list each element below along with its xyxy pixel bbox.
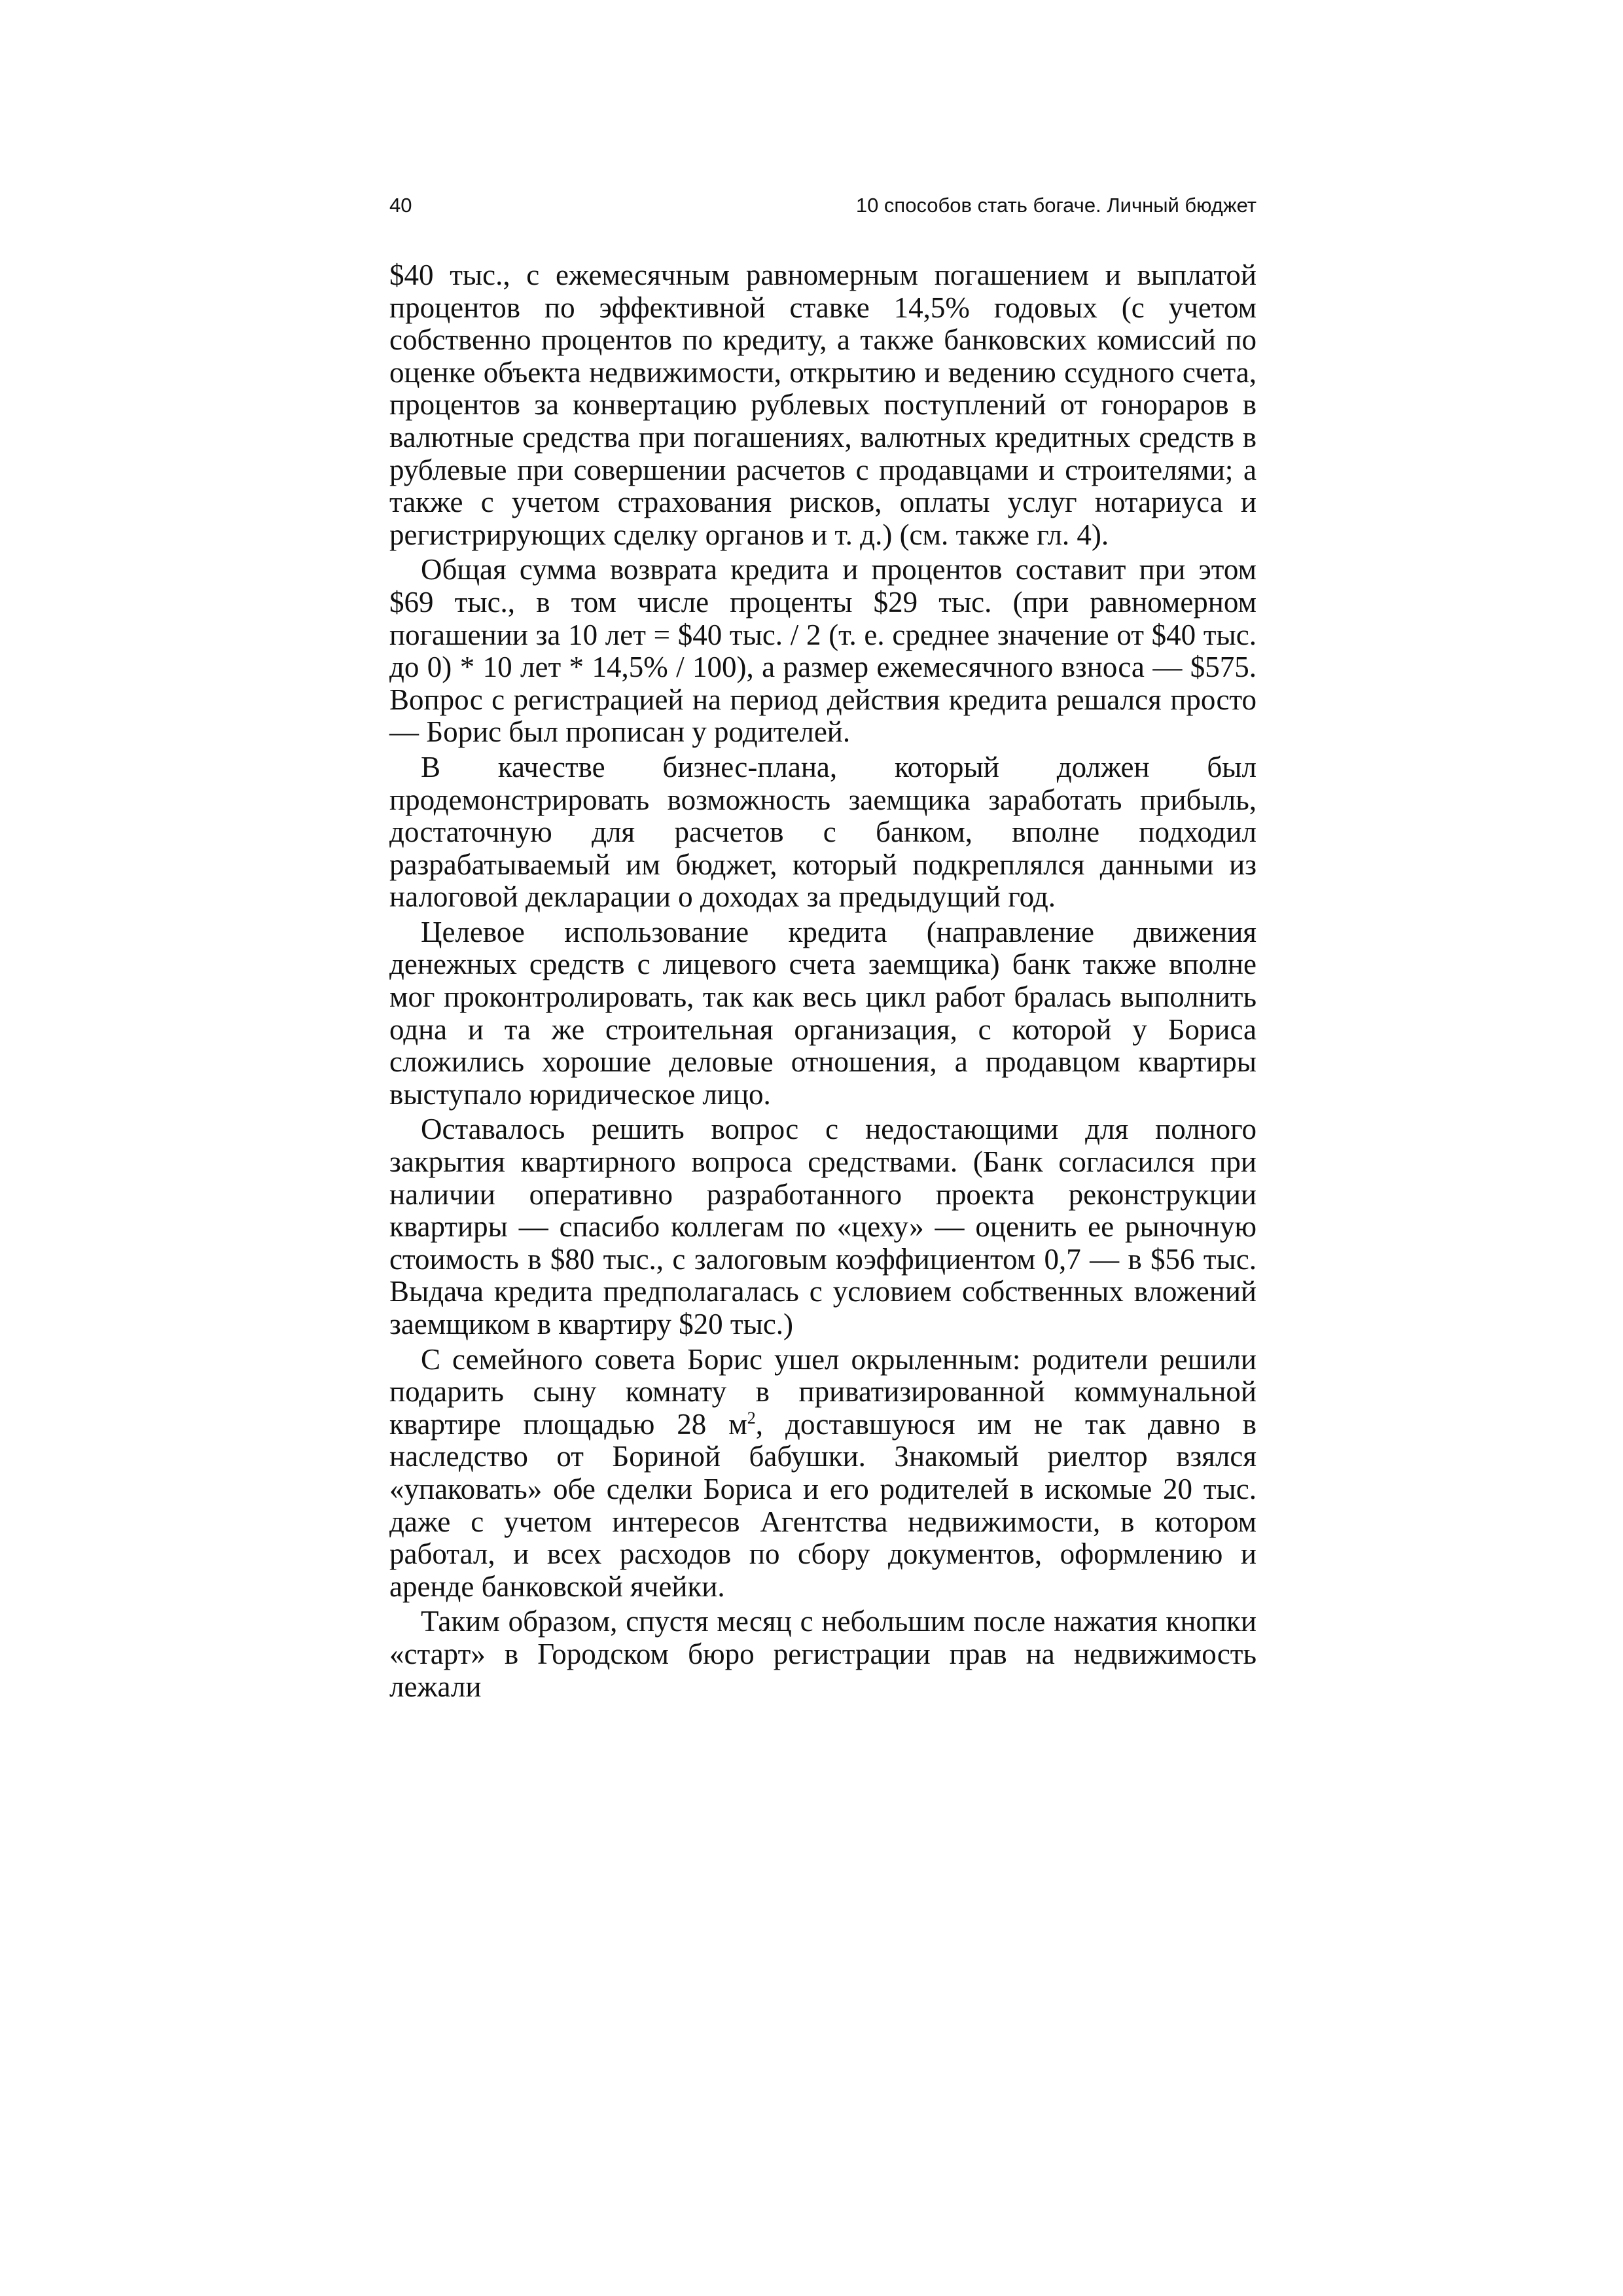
paragraph-1: $40 тыс., с ежемесячным равномерным погашением и выплатой процентов по эффективной ставке 14,5% годовых (с учетом собственно процентов по кредиту, а также банковских комиссий по оценке объекта недвижимости, открытию и ведению ссудного счета, процентов за конвертацию рублевых поступлений от гонораров в валютные средства при погашениях, валютных кредитных средств в рублевые при совершении расчетов с продавцами и строителями; а также с учетом страхования рисков, оплаты услуг нотариуса и регистрирующих сделку органов и т. д.) (см. также гл. 4).: [389, 259, 1257, 551]
paragraph-5: Оставалось решить вопрос с недостающими для полного закрытия квартирного вопроса средствами. (Банк согласился при наличии оперативно разработанного проекта реконструкции квартиры — спасибо коллегам по «цеху» — оценить ее рыночную стоимость в $80 тыс., с залоговым коэффициентом 0,7 — в $56 тыс. Выдача кредита предполагалась с условием собственных вложений заемщиком в квартиру $20 тыс.): [389, 1113, 1257, 1340]
paragraph-3: В качестве бизнес-плана, который должен был продемонстрировать возможность заемщика заработать прибыль, достаточную для расчетов с банком, вполне подходил разрабатываемый им бюджет, который подкреплялся данными из налоговой декларации о доходах за предыдущий год.: [389, 750, 1257, 914]
square-meter-superscript: 2: [747, 1408, 756, 1427]
paragraph-7: Таким образом, спустя месяц с небольшим после нажатия кнопки «старт» в Городском бюро регистрации прав на недвижимость лежали: [389, 1605, 1257, 1703]
paragraph-6-part-1: С семейного совета Борис ушел окрыленным: родители решили подарить сыну комнату в приватизированной коммунальной квартире площадью 28 м: [389, 1342, 1257, 1441]
paragraph-6-part-2: , доставшуюся им не так давно в наследство от Бориной бабушки. Знакомый риелтор взялся «упаковать» обе сделки Бориса и его родителей в искомые 20 тыс. даже с учетом интересов Агентства недвижимости, в котором работал, и всех расходов по сбору документов, оформлению и аренде банковской ячейки.: [389, 1407, 1257, 1603]
book-title: 10 способов стать богаче. Личный бюджет: [855, 194, 1257, 217]
paragraph-2: Общая сумма возврата кредита и процентов составит при этом $69 тыс., в том числе проценты $29 тыс. (при равномерном погашении за 10 лет = $40 тыс. / 2 (т. е. среднее значение от $40 тыс. до 0) * 10 лет * 14,5% / 100), а размер ежемесячного взноса — $575. Вопрос с регистрацией на период действия кредита решался просто — Борис был прописан у родителей.: [389, 553, 1257, 749]
running-head: [389, 194, 1257, 225]
page-number: 40: [389, 194, 412, 217]
body-text: [389, 259, 1257, 1706]
paragraph-6: [389, 1344, 1257, 1604]
paragraph-4: Целевое использование кредита (направление движения денежных средств с лицевого счета заемщика) банк также вполне мог проконтролировать, так как весь цикл работ бралась выполнить одна и та же строительная организация, с которой у Бориса сложились хорошие деловые отношения, а продавцом квартиры выступало юридическое лицо.: [389, 915, 1257, 1111]
